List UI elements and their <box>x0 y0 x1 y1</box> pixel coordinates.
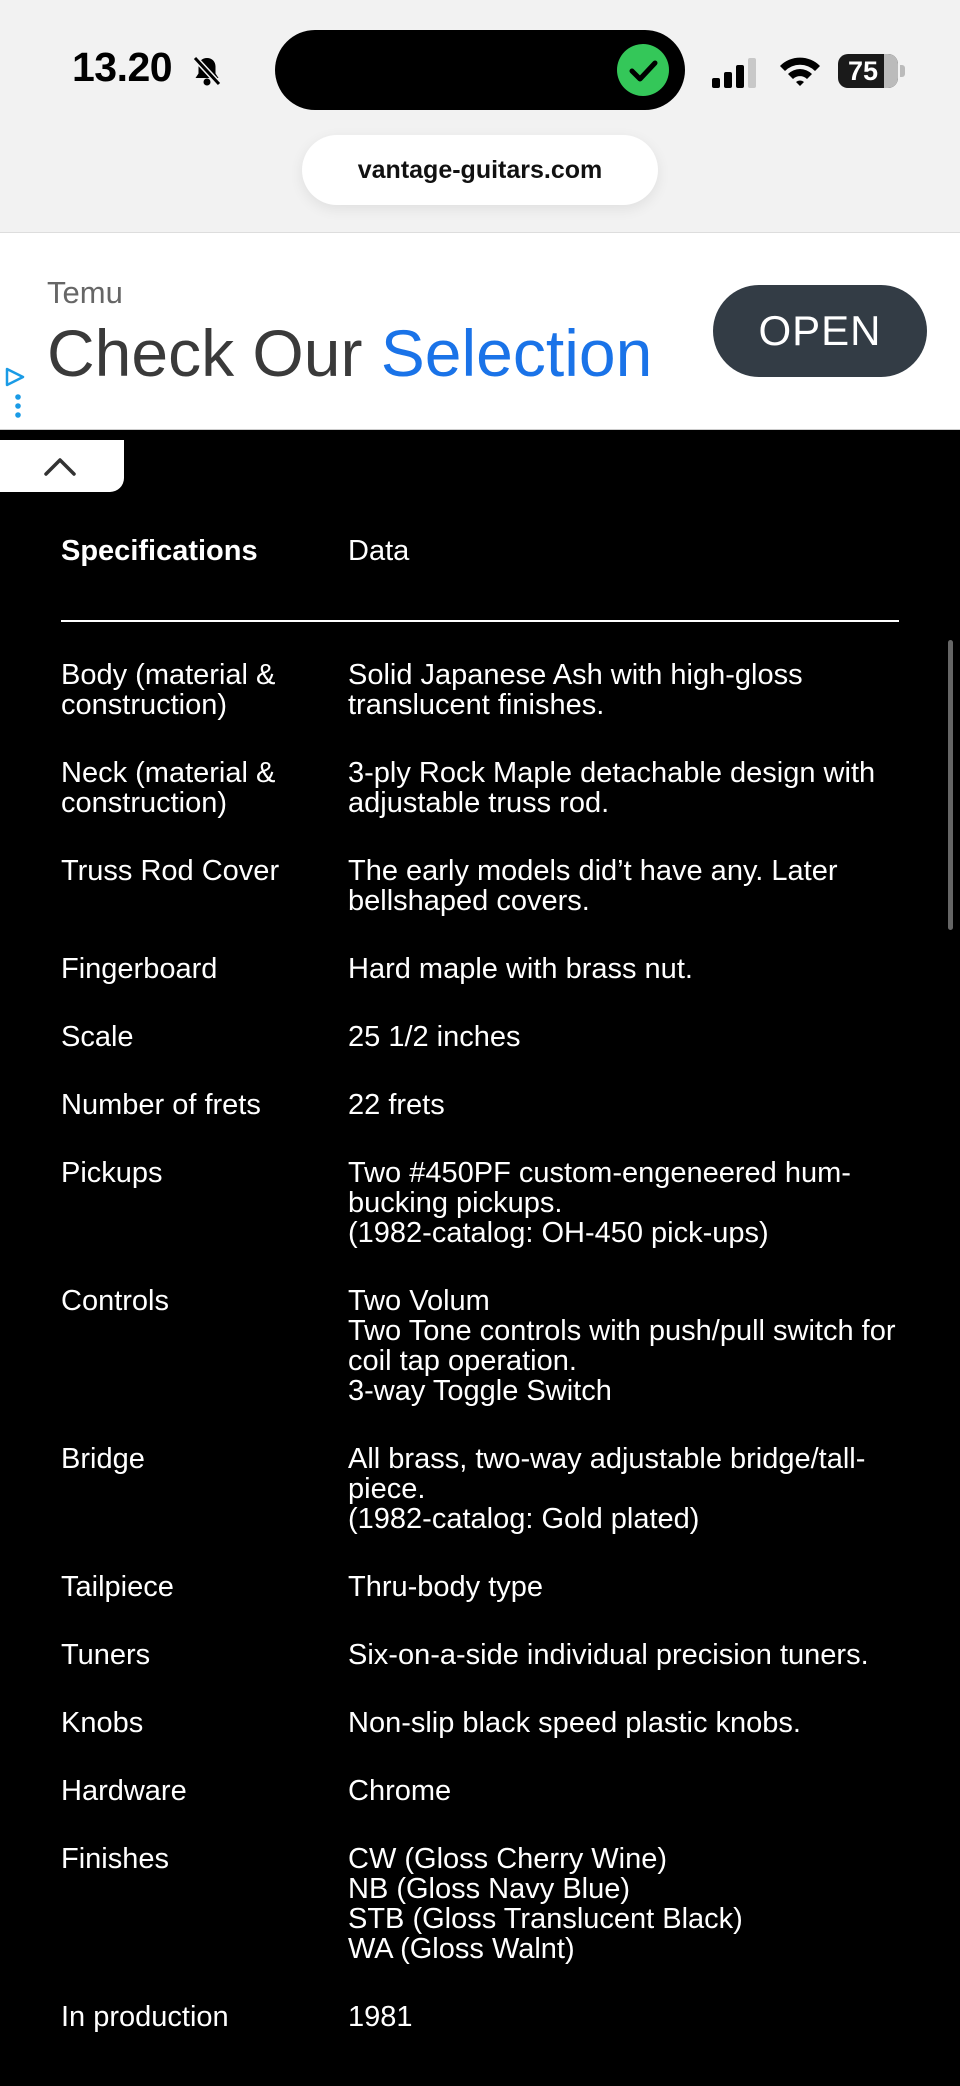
spec-value: CW (Gloss Cherry Wine) NB (Gloss Navy Blue) STB (Gloss Translucent Black) WA (Gloss Walnt) <box>348 1843 743 1965</box>
spec-value: All brass, two-way adjustable bridge/tall-piece. (1982-catalog: Gold plated) <box>348 1443 866 1535</box>
table-row <box>61 1090 899 1120</box>
ad-collapse-button[interactable] <box>0 440 124 492</box>
spec-name: Scale <box>61 1021 134 1053</box>
battery-icon <box>838 54 898 88</box>
spec-name: In production <box>61 2001 229 2033</box>
bell-slash-icon <box>190 54 224 88</box>
spec-name: Finishes <box>61 1843 169 1875</box>
table-row <box>61 1640 899 1670</box>
spec-name: Tuners <box>61 1639 151 1671</box>
table-row <box>61 1572 899 1602</box>
table-row <box>61 1776 899 1806</box>
spec-value: Chrome <box>348 1775 452 1807</box>
specs-table <box>61 500 899 2070</box>
status-icons <box>712 50 912 94</box>
check-icon <box>617 44 669 96</box>
spec-name: Controls <box>61 1285 169 1317</box>
battery-level: 75 <box>847 56 879 86</box>
url-bar[interactable]: vantage-guitars.com <box>302 135 658 205</box>
table-row <box>61 758 899 818</box>
ad-headline <box>47 315 652 391</box>
table-row <box>61 1022 899 1052</box>
spec-value: Solid Japanese Ash with high-gloss translucent finishes. <box>348 659 803 721</box>
spec-name: Fingerboard <box>61 953 218 985</box>
spec-value: Non-slip black speed plastic knobs. <box>348 1707 801 1739</box>
table-row <box>61 1844 899 1964</box>
ad-open-button[interactable]: OPEN <box>713 285 927 377</box>
header-data: Data <box>348 535 410 567</box>
spec-value: The early models did’t have any. Later bellshaped covers. <box>348 855 838 917</box>
dynamic-island <box>275 30 685 110</box>
spec-value: Two #450PF custom-engeneered hum-bucking pickups. (1982-catalog: OH-450 pick-ups) <box>348 1157 851 1249</box>
spec-name: Truss Rod Cover <box>61 855 280 887</box>
spec-name: Knobs <box>61 1707 144 1739</box>
spec-name: Tailpiece <box>61 1571 174 1603</box>
specs-table-header <box>61 500 899 622</box>
table-row <box>61 1708 899 1738</box>
spec-value: 3-ply Rock Maple detachable design with adjustable truss rod. <box>348 757 876 819</box>
table-row <box>61 2002 899 2032</box>
spec-value: Six-on-a-side individual precision tuners. <box>348 1639 869 1671</box>
ad-banner[interactable] <box>0 232 960 430</box>
wifi-icon <box>778 54 822 88</box>
header-specifications: Specifications <box>61 535 258 567</box>
scrollbar[interactable] <box>948 640 953 930</box>
table-row <box>61 856 899 916</box>
chevron-up-icon <box>42 454 78 478</box>
status-time: 13.20 <box>72 44 173 90</box>
table-row <box>61 1286 899 1406</box>
spec-value: Thru-body type <box>348 1571 544 1603</box>
adchoices-icon[interactable] <box>4 365 26 425</box>
battery-nub <box>900 65 905 77</box>
specs-rows <box>61 660 899 2032</box>
spec-name: Pickups <box>61 1157 163 1189</box>
ad-headline-highlight: Selection <box>380 316 653 390</box>
ad-brand: Temu <box>47 275 123 310</box>
spec-name: Body (material & construction) <box>61 659 276 721</box>
spec-name: Neck (material & construction) <box>61 757 276 819</box>
spec-name: Number of frets <box>61 1089 261 1121</box>
status-bar <box>0 0 960 232</box>
ad-headline-start: Check Our <box>47 316 381 390</box>
spec-value: 22 frets <box>348 1089 445 1121</box>
spec-value: 1981 <box>348 2001 413 2033</box>
spec-name: Bridge <box>61 1443 145 1475</box>
spec-name: Hardware <box>61 1775 187 1807</box>
table-row <box>61 954 899 984</box>
spec-value: Two Volum Two Tone controls with push/pull switch for coil tap operation. 3-way Toggle Switch <box>348 1285 896 1407</box>
table-row <box>61 660 899 720</box>
spec-value: Hard maple with brass nut. <box>348 953 693 985</box>
table-row <box>61 1158 899 1248</box>
table-row <box>61 1444 899 1534</box>
spec-value: 25 1/2 inches <box>348 1021 521 1053</box>
